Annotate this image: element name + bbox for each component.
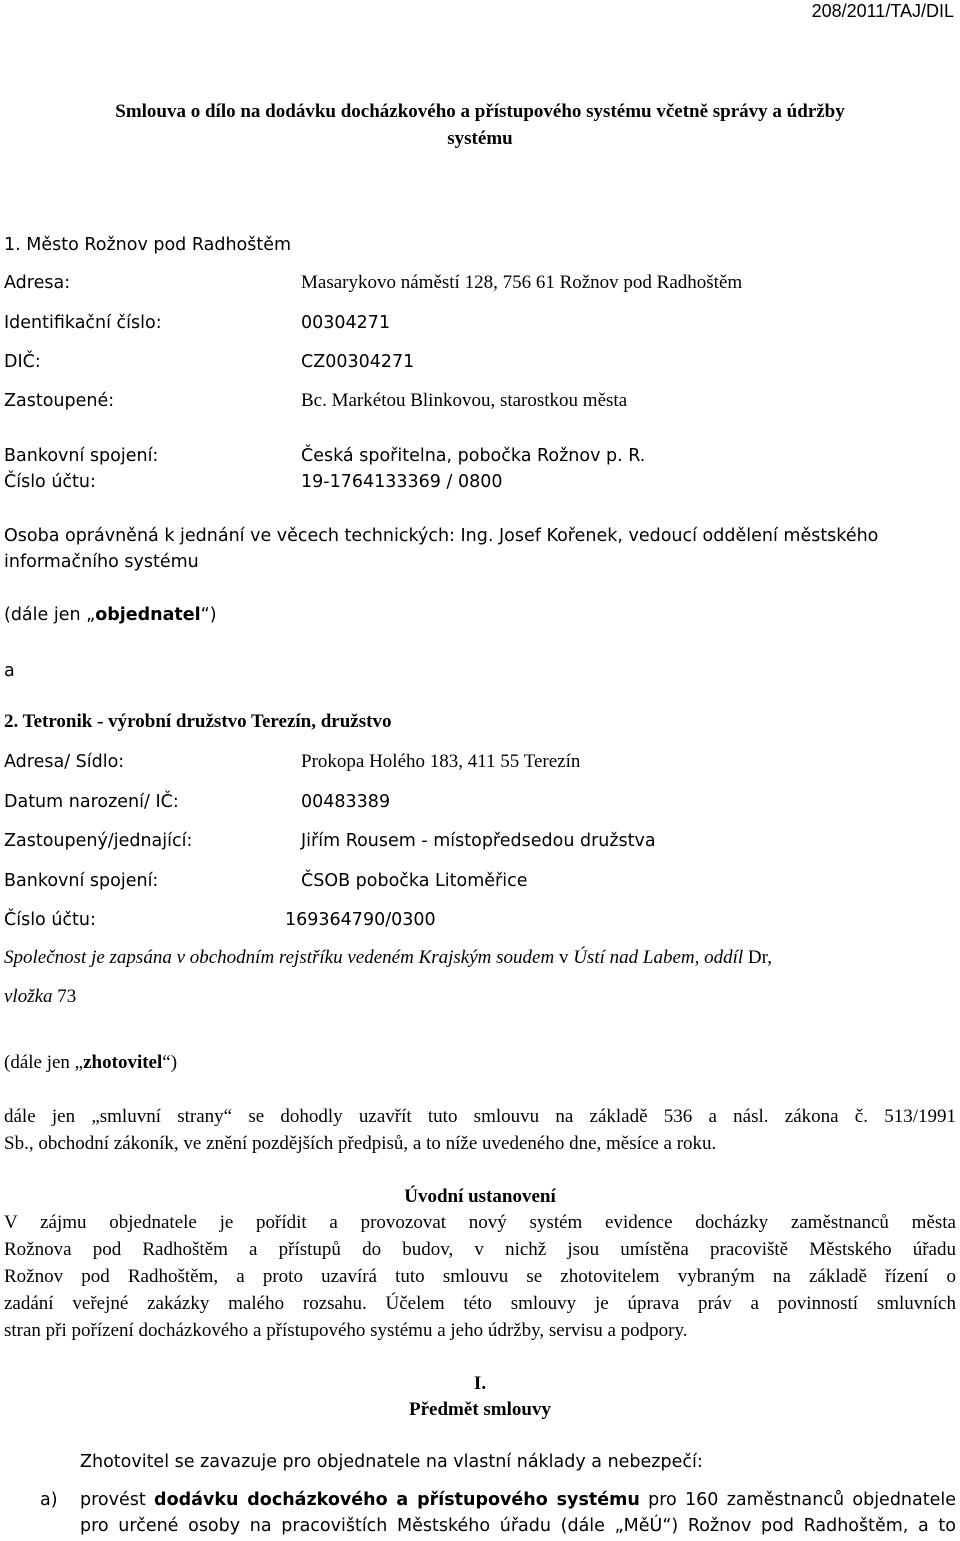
registration-insert-label: vložka: [4, 986, 53, 1007]
document-title-line-2: systému: [447, 128, 513, 149]
intro-paragraph-line-5: stran při pořízení docházkového a přístupového systému a jeho údržby, servisu a podpory.: [4, 1320, 688, 1341]
party1-rep-value: Bc. Markétou Blinkovou, starostkou města: [301, 390, 628, 411]
item-a-suffix: pro 160 zaměstnanců objednatele: [639, 1490, 957, 1510]
section-1-item-a-marker: a): [40, 1490, 58, 1510]
item-a-prefix: provést: [80, 1490, 155, 1510]
intro-paragraph-line-4: zadání veřejné zakázky malého rozsahu. Účelem této smlouvy je úprava práv a povinností smluvních: [4, 1293, 956, 1314]
party1-id-label: Identifikační číslo:: [4, 313, 162, 333]
intro-heading: Úvodní ustanovení: [404, 1186, 556, 1207]
party1-address-label: Adresa:: [4, 273, 71, 293]
intro-paragraph-line-2: Rožnova pod Radhoštěm a přístupů do budov, v nichž jsou umístěna pracoviště Městského úřadu: [4, 1239, 956, 1260]
section-1-heading: Předmět smlouvy: [409, 1399, 551, 1420]
party1-account-value: 19-1764133369 / 0800: [301, 472, 503, 492]
parties-agreement-line-2: Sb., obchodní zákoník, ve znění pozdějších předpisů, a to níže uvedeného dne, měsíce a roku.: [4, 1133, 717, 1154]
party2-account-label: Číslo účtu:: [4, 910, 96, 930]
registration-insert-number: 73: [52, 986, 77, 1007]
party1-vat-value: CZ00304271: [301, 352, 415, 372]
party2-alias: [4, 1051, 177, 1075]
party1-heading: 1. Město Rožnov pod Radhoštěm: [4, 235, 292, 255]
section-1-number: I.: [473, 1373, 487, 1394]
technical-contact-label: Osoba oprávněná k jednání ve věcech technických:: [4, 526, 461, 546]
party1-bank-label: Bankovní spojení:: [4, 446, 159, 466]
party2-registration-line-2: [4, 985, 76, 1009]
alias-term: zhotovitel: [83, 1052, 163, 1073]
party2-rep-value: Jiřím Rousem - místopředsedou družstva: [301, 831, 656, 851]
party1-bank-value: Česká spořitelna, pobočka Rožnov p. R.: [301, 446, 646, 466]
registration-section: Dr,: [743, 947, 772, 968]
party1-vat-label: DIČ:: [4, 352, 41, 372]
party1-technical-contact-line-2: informačního systému: [4, 552, 199, 572]
section-1-item-a-line-2: pro určené osoby na pracovištích Městského úřadu (dále „MěÚ“) Rožnov pod Radhoštěm, a to: [80, 1516, 956, 1536]
party2-address-label: Adresa/ Sídlo:: [4, 752, 125, 772]
document-title-line-1: Smlouva o dílo na dodávku docházkového a přístupového systému včetně správy a údržby: [115, 101, 845, 122]
party1-id-value: 00304271: [301, 313, 391, 333]
item-a-subject: dodávku docházkového a přístupového systému: [154, 1490, 640, 1510]
intro-paragraph-line-1: V zájmu objednatele je pořídit a provozovat nový systém evidence docházky zaměstnanců města: [4, 1212, 956, 1233]
alias-term: objednatel: [95, 605, 201, 625]
alias-suffix: “): [162, 1052, 178, 1073]
party2-rep-label: Zastoupený/jednající:: [4, 831, 193, 851]
party1-account-label: Číslo účtu:: [4, 472, 96, 492]
party2-registration-line-1: [4, 946, 772, 970]
section-1-item-a-line-1: [80, 1488, 956, 1512]
party2-bank-value: ČSOB pobočka Litoměřice: [301, 871, 528, 891]
party1-technical-contact-line-1: [4, 524, 878, 548]
party1-address-value: Masarykovo náměstí 128, 756 61 Rožnov pod Radhoštěm: [301, 272, 743, 293]
registration-connector: v: [554, 947, 574, 968]
alias-prefix: (dále jen „: [4, 1052, 84, 1073]
party2-bank-label: Bankovní spojení:: [4, 871, 159, 891]
technical-contact-name: Ing. Josef Kořenek, vedoucí oddělení městského: [460, 526, 879, 546]
party2-id-label: Datum narození/ IČ:: [4, 792, 179, 812]
party1-rep-label: Zastoupené:: [4, 391, 115, 411]
registration-text: Společnost je zapsána v obchodním rejstříku vedeném Krajským soudem: [4, 947, 555, 968]
party2-address-value: Prokopa Holého 183, 411 55 Terezín: [301, 751, 581, 772]
party2-heading: 2. Tetronik - výrobní družstvo Terezín, družstvo: [4, 711, 392, 732]
intro-paragraph-line-3: Rožnov pod Radhoštěm, a proto uzavírá tuto smlouvu se zhotovitelem vybraným na základě řízení o: [4, 1266, 956, 1287]
party2-account-value: 169364790/0300: [285, 910, 436, 930]
conjunction-and: a: [4, 661, 15, 681]
section-1-lead: Zhotovitel se zavazuje pro objednatele na vlastní náklady a nebezpečí:: [80, 1452, 703, 1472]
party2-id-value: 00483389: [301, 792, 391, 812]
alias-prefix: (dále jen „: [4, 605, 96, 625]
registration-court-location: Ústí nad Labem, oddíl: [573, 947, 744, 968]
party1-alias: [4, 603, 217, 627]
document-reference: 208/2011/TAJ/DIL: [811, 1, 954, 21]
alias-suffix: “): [200, 605, 217, 625]
parties-agreement-line-1: dále jen „smluvní strany“ se dohodly uzavřít tuto smlouvu na základě 536 a násl. zákona č. 513/1991: [4, 1106, 956, 1127]
